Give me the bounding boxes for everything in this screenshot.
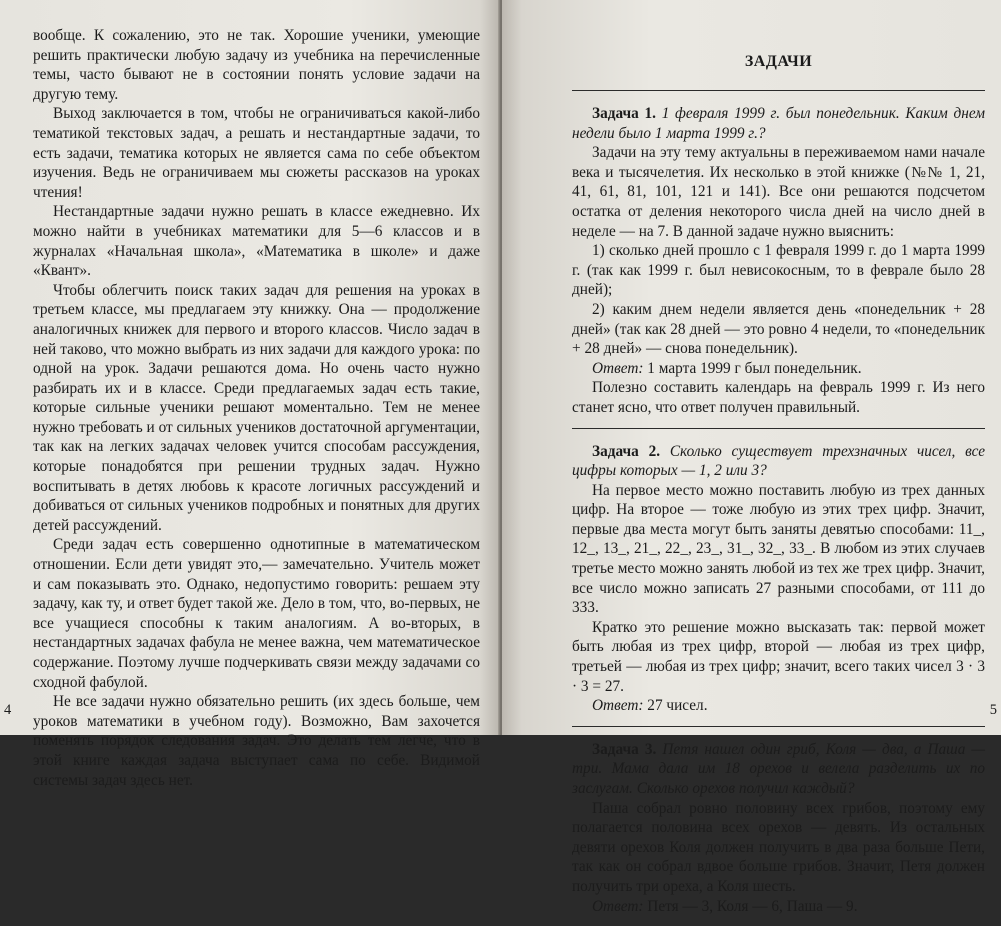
task-3-answer-text: Петя — 3, Коля — 6, Паша — 9. — [643, 897, 858, 915]
left-page-number: 4 — [4, 702, 12, 718]
task-2-heading — [572, 442, 985, 481]
task-3-answer-label: Ответ: — [592, 897, 644, 915]
task-1-answer-text: 1 марта 1999 г был понедельник. — [643, 359, 862, 377]
task-3-body-1: Паша собрал ровно половину всех грибов, поэтому ему полагается половина всех орехов — девять. Из остальных девяти орехов Коля должен получить в два раза больше Пети, так как он собрал вдвое больше грибов. Значит, Петя должен получить три ореха, а Коля шесть. — [572, 799, 985, 895]
task-3-question: Петя нашел один гриб, Коля — два, а Паша — три. Мама дала им 18 орехов и велела разделить их по заслугам. Сколько орехов получил каждый? — [572, 740, 986, 797]
section-title: ЗАДАЧИ — [744, 53, 813, 70]
task-3-heading — [572, 740, 985, 799]
right-page-number: 5 — [989, 702, 997, 718]
task-3-label: Задача 3. — [592, 740, 657, 758]
task-1-answer — [572, 359, 985, 379]
task-2-answer — [572, 696, 985, 716]
task-2-answer-label: Ответ: — [592, 697, 644, 715]
task-1-heading — [572, 104, 985, 143]
task-1-rule — [572, 90, 985, 91]
task-2-answer-text: 27 чисел. — [643, 697, 708, 715]
task-2-body-1: На первое место можно поставить любую из трех данных цифр. На второе — тоже любую из этих трех цифр. Значит, первые два места могут быть заняты девятью способами: 11_, 12_, 13_, 21_, 22_, 23_, 31_, 32_, 33_. В любом из этих случаев третье место можно занять любой из тех же трех цифр. Значит, все число можно записать 27 разными способами, от 111 до 333. — [572, 481, 985, 617]
task-2-rule — [572, 428, 985, 429]
task-1-body-3: 2) каким днем недели является день «понедельник + 28 дней» (так как 28 дней — это ровно 4 недели, то «понедельник + 28 дней» — снова понедельник). — [572, 300, 985, 358]
task-2-question: Сколько существует трехзначных чисел, все цифры которых — 1, 2 или 3? — [572, 442, 986, 480]
right-page — [502, 0, 1001, 915]
left-paragraph-1: вообще. К сожалению, это не так. Хорошие ученики, умеющие решить практически любую задачу из учебника на перечисленные темы, часто бывают не в состоянии понять условие задачи на другую тему. — [33, 27, 480, 103]
left-page — [0, 0, 500, 789]
task-2-body-2: Кратко это решение можно высказать так: первой может быть любая из трех цифр, второй — любая из трех цифр, третьей — любая из трех цифр; значит, всего таких чисел 3 · 3 · 3 = 27. — [572, 618, 985, 695]
task-1 — [572, 90, 985, 428]
left-paragraph-2: Выход заключается в том, чтобы не ограничиваться какой-либо тематикой текстовых задач, а решать и нестандартные задачи, то есть задачи, тематика которых не является сама по себе объектом изучения. Ведь не ограничиваем мы сюжеты рассказов на уроках чтения! — [33, 105, 480, 201]
task-1-body-1: Задачи на эту тему актуальны в переживаемом нами начале века и тысячелетия. Их несколько в этой книжке (№№ 1, 21, 41, 61, 81, 101, 121 и 141). Все они решаются подсчетом остатка от деления некоторого числа дней на число дней в неделе — на 7. В данной задаче нужно выяснить: — [572, 144, 985, 240]
task-3 — [572, 726, 985, 926]
left-paragraph-4: Чтобы облегчить поиск таких задач для решения на уроках в третьем классе, мы предлагаем эту книжку. Она — продолжение аналогичных книжек для первого и второго классов. Число задач в ней таково, что можно выбрать из них задачи для каждого урока: по одной на урок. Задачи решаются дома. Но очень часто нужно разбирать их и в классе. Среди предлагаемых задач есть такие, которые сильные ученики решают моментально. Тем не менее нужно требовать и от сильных учеников достаточной аргументации, так как на легких задачах человек учится способам рассуждения, которые понадобятся при решении трудных задач. Нужно воспитывать в детях любовь к красоте логичных рассуждений и добиваться от сильных учеников подробных и понятных для других детей рассуждений. — [33, 281, 480, 534]
task-2 — [572, 428, 985, 726]
task-1-body-2: 1) сколько дней прошло с 1 февраля 1999 г. до 1 марта 1999 г. (так как 1999 г. был невисокосным, то в феврале было 28 дней); — [572, 242, 985, 299]
task-1-label: Задача 1. — [592, 105, 656, 122]
left-paragraph-3: Нестандартные задачи нужно решать в классе ежедневно. Их можно найти в учебниках математики для 5—6 классов и в журналах «Начальная школа», «Математика в школе» и даже «Квант». — [33, 203, 480, 280]
task-1-after-1: Полезно составить календарь на февраль 1999 г. Из него станет ясно, что ответ получен правильный. — [572, 379, 985, 416]
task-3-rule — [572, 726, 985, 727]
task-1-answer-label: Ответ: — [592, 359, 644, 377]
left-paragraph-6: Не все задачи нужно обязательно решить (их здесь больше, чем уроков математики в учебном году). Возможно, Вам захочется поменять порядок следования задач. Это делать тем легче, что в этой книге каждая задача выступает сама по себе. Видимой системы задач здесь нет. — [33, 693, 480, 789]
task-3-answer — [572, 897, 985, 917]
left-paragraph-5: Среди задач есть совершенно однотипные в математическом отношении. Если дети увидят это,— замечательно. Учитель может и сам показывать это. Однако, недопустимо говорить: решаем эту задачу, как ту, и ответ будет такой же. Дело в том, что, во-первых, не все учащиеся способны к таким аналогиям. А во-вторых, в нестандартных задачах фабула не менее важна, чем математическое содержание. Поэтому лучше подчеркивать связи между задачами со сходной фабулой. — [33, 536, 480, 691]
task-1-question: 1 февраля 1999 г. был понедельник. Каким днем недели было 1 марта 1999 г.? — [572, 105, 985, 142]
task-2-label: Задача 2. — [592, 442, 661, 460]
